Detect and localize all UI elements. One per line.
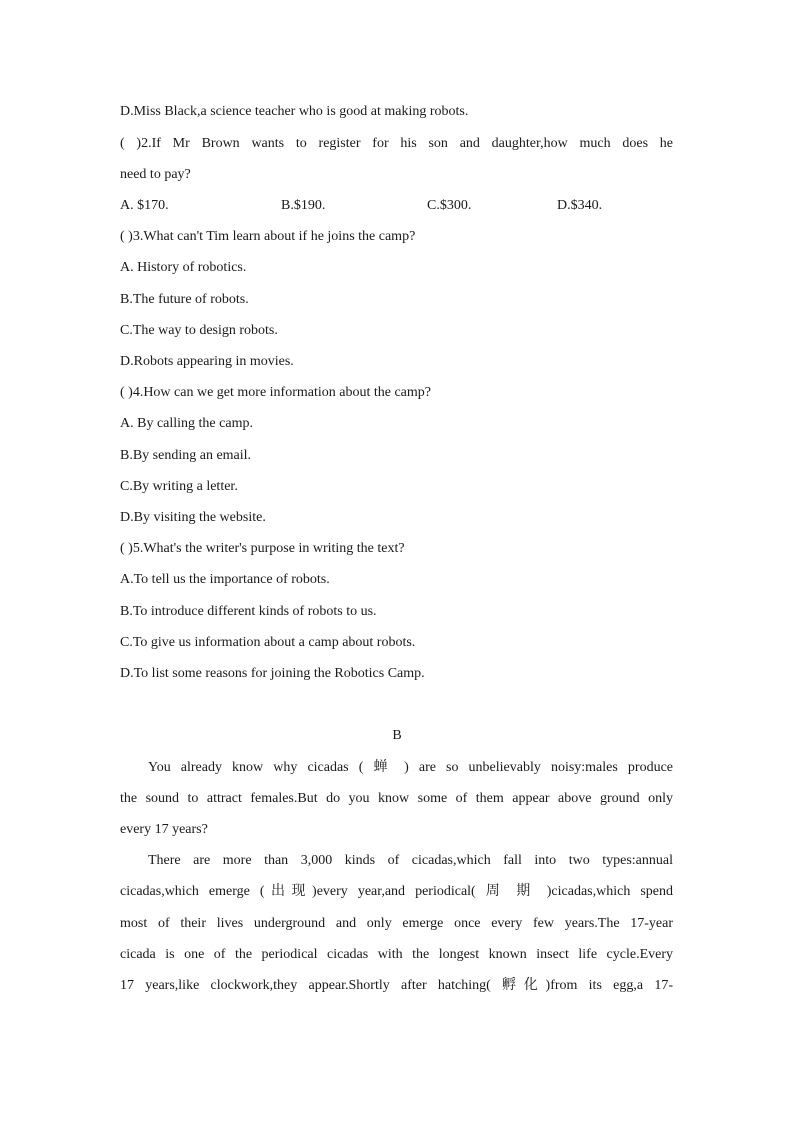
paragraph-1-line-3: every 17 years?	[120, 822, 208, 837]
q4-option-a: A. By calling the camp.	[120, 416, 253, 431]
paragraph-1-line-2: the sound to attract females.But do you know some of them appear above ground only	[120, 791, 673, 806]
q5-option-d: D.To list some reasons for joining the Robotics Camp.	[120, 666, 425, 681]
q4-option-d: D.By visiting the website.	[120, 510, 266, 525]
q4-option-c: C.By writing a letter.	[120, 479, 238, 494]
q5-option-a: A.To tell us the importance of robots.	[120, 572, 330, 587]
q5-stem: ( )5.What's the writer's purpose in writing the text?	[120, 541, 405, 556]
q2-option-a: A. $170.	[120, 198, 169, 213]
q5-option-c: C.To give us information about a camp about robots.	[120, 635, 416, 650]
q2-stem-line-2: need to pay?	[120, 167, 191, 182]
q2-option-d: D.$340.	[557, 198, 603, 213]
paragraph-2-line-1: There are more than 3,000 kinds of cicadas,which fall into two types:annual	[148, 853, 673, 868]
paragraph-1-line-1: You already know why cicadas ( 蝉 ) are so unbelievably noisy:males produce	[148, 760, 673, 775]
paragraph-2-line-5: 17 years,like clockwork,they appear.Shortly after hatching( 孵化)from its egg,a 17-	[120, 978, 673, 993]
section-heading: B	[392, 728, 402, 743]
q3-option-a: A. History of robotics.	[120, 260, 247, 275]
paragraph-2-line-3: most of their lives underground and only emerge once every few years.The 17-year	[120, 916, 673, 931]
q3-option-b: B.The future of robots.	[120, 292, 249, 307]
q4-stem: ( )4.How can we get more information about the camp?	[120, 385, 432, 400]
q2-option-b: B.$190.	[281, 198, 326, 213]
paragraph-2-line-2: cicadas,which emerge (出现)every year,and periodical( 周 期 )cicadas,which spend	[120, 884, 673, 899]
q2-stem-line-1: ( )2.If Mr Brown wants to register for his son and daughter,how much does he	[120, 136, 673, 151]
q1-option-d: D.Miss Black,a science teacher who is good at making robots.	[120, 104, 469, 119]
q4-option-b: B.By sending an email.	[120, 448, 252, 463]
q3-stem: ( )3.What can't Tim learn about if he joins the camp?	[120, 229, 416, 244]
q5-option-b: B.To introduce different kinds of robots to us.	[120, 604, 377, 619]
q3-option-c: C.The way to design robots.	[120, 323, 278, 338]
q2-option-c: C.$300.	[427, 198, 472, 213]
q3-option-d: D.Robots appearing in movies.	[120, 354, 294, 369]
paragraph-2-line-4: cicada is one of the periodical cicadas with the longest known insect life cycle.Every	[120, 947, 673, 962]
